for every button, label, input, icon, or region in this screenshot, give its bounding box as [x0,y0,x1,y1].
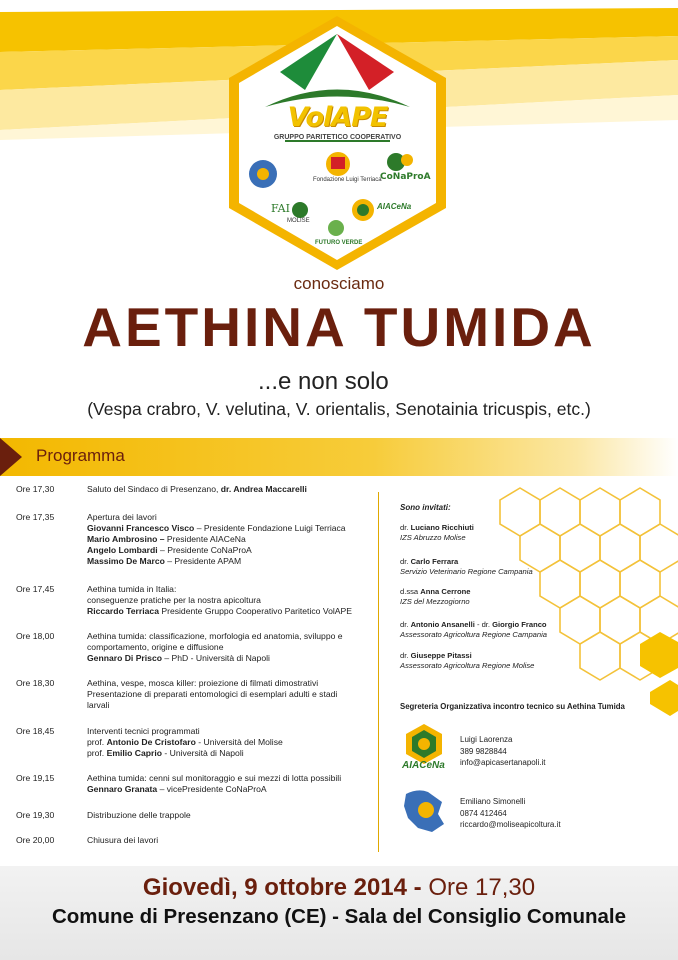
secretariat-heading: Segreteria Organizzativa incontro tecnico su Aethina Tumida [400,702,625,711]
schedule-desc: Chiusura dei lavori [87,835,159,845]
partner-aiacena: AIACeNa [377,202,412,211]
schedule-time: Ore 19,30 [16,810,55,820]
contact-card [460,734,546,769]
event-venue: Comune di Presenzano (CE) - Sala del Consiglio Comunale [51,905,627,928]
schedule-desc: Saluto del Sindaco di Presenzano, dr. Andrea Maccarelli [87,484,307,494]
molise-map-icon [398,784,454,840]
schedule-time: Ore 20,00 [16,835,55,845]
schedule-desc: Apertura dei lavori Giovanni Francesco Visco – Presidente Fondazione Luigi Terriaca Mario Ambrosino – Presidente AIACeNa Angelo Lombardi – Presidente CoNaProA Massimo De Marco – Presidente APAM [87,512,346,566]
partner-conaproa: CoNaProA [380,172,431,182]
schedule-time: Ore 17,45 [16,584,55,594]
schedule-time: Ore 18,45 [16,726,55,736]
contact-card [460,796,561,831]
contact-email[interactable]: info@apicasertanapoli.it [460,758,546,767]
subtitle: ...e non solo [258,368,389,395]
schedule-desc: Interventi tecnici programmati prof. Antonio De Cristofaro - Università del Molise prof. Emilio Caprio - Università di Napoli [87,726,283,758]
volape-tagline: GRUPPO PARITETICO COOPERATIVO [273,134,402,141]
schedule-desc: Aethina tumida: cenni sul monitoraggio e sui mezzi di lotta possibili Gennaro Granata – vicePresidente CoNaProA [87,773,342,794]
event-date: Giovedì, 9 ottobre 2014 - Ore 17,30 [142,874,536,901]
schedule-desc: Distribuzione delle trappole [87,810,191,820]
invited-list [400,503,670,670]
partner-molise: MOLISE [287,218,310,224]
invited-heading: Sono invitati: [400,503,451,512]
partner-futuro-verde: FUTURO VERDE [315,240,363,246]
schedule-desc: Aethina, vespe, mosca killer: proiezione di filmati dimostrativi Presentazione di preparati entomologici di esemplari adulti e stadi larvali [87,678,338,710]
volape-wordmark: VolAPE [287,102,388,133]
guest-item: dr. Antonio Ansanelli - dr. Giorgio Franco Assessorato Agricoltura Regione Campania [400,620,548,639]
contact-phone: 0874 412464 [460,808,507,818]
schedule-time: Ore 17,35 [16,512,55,522]
schedule-time: Ore 18,30 [16,678,55,688]
schedule-time: Ore 19,15 [16,773,55,783]
contact-name: Emiliano Simonelli [460,797,526,806]
honeycomb-decoration [440,470,678,760]
column-divider [378,492,379,852]
intro-text: conosciamo [293,274,385,293]
guest-item: d.ssa Anna Cerrone IZS del Mezzogiorno [400,587,471,606]
guest-item: dr. Giuseppe Pitassi Assessorato Agricoltura Regione Molise [400,651,535,670]
arrow-icon [0,438,22,476]
schedule-time: Ore 17,30 [16,484,55,494]
program-heading: Programma [36,446,125,465]
hexagon-frame [225,12,450,274]
contact-phone: 389 9828844 [460,746,507,756]
volape-logo-badge [225,12,450,274]
partner-fai: FAI [271,202,290,215]
schedule-desc: Aethina tumida: classificazione, morfologia ed anatomia, sviluppo e comportamento, origine e diffusione Gennaro Di Prisco – PhD - Università di Napoli [87,631,343,663]
species-list: (Vespa crabro, V. velutina, V. orientalis, Senotainia tricuspis, etc.) [87,399,591,419]
guest-item: dr. Luciano Ricchiuti IZS Abruzzo Molise [400,523,474,542]
page-title: AETHINA TUMIDA [82,296,596,358]
guest-item: dr. Carlo Ferrara Servizio Veterinario Regione Campania [400,557,533,576]
schedule-desc: Aethina tumida in Italia: conseguenze pratiche per la nostra apicoltura Riccardo Terriaca Presidente Gruppo Cooperativo Paritetico VolAPE [87,584,352,616]
contact-name: Luigi Laorenza [460,735,513,744]
aiacena-logo-text: AIACeNa [402,760,445,771]
contact-email[interactable]: riccardo@moliseapicoltura.it [460,820,561,829]
schedule-time: Ore 18,00 [16,631,55,641]
partner-fondazione: Fondazione Luigi Terriaca [313,177,382,183]
